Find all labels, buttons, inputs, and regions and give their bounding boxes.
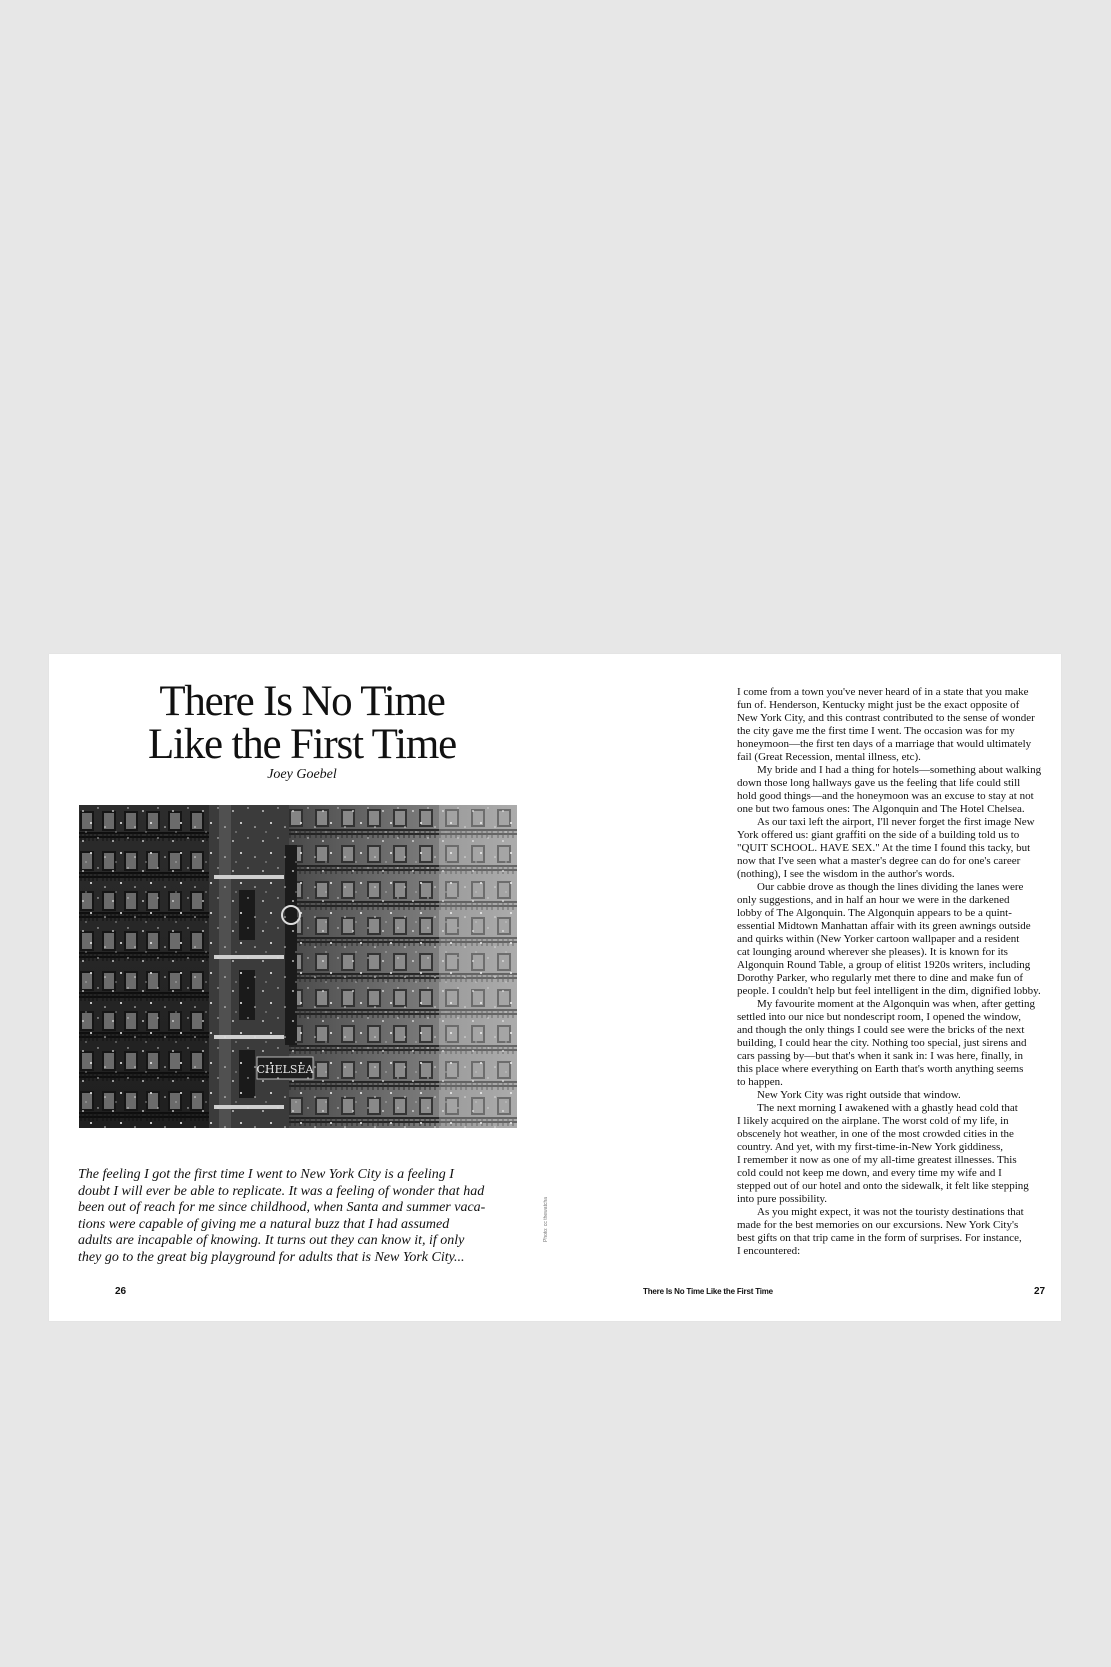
body-line: fail (Great Recession, mental illness, etc). [737, 751, 921, 763]
body-line: essential Midtown Manhattan affair with its green awnings outside [737, 920, 1031, 932]
body-line: My favourite moment at the Algonquin was when, after getting [757, 998, 1035, 1010]
hotel-chelsea-photo [79, 805, 517, 1128]
body-line: Dorothy Parker, who regularly met there to dine and make fun of [737, 972, 1024, 984]
body-line: this place where everything on Earth that's worth anything seems [737, 1063, 1024, 1075]
intro-line: doubt I will ever be able to replicate. It was a feeling of wonder that had [78, 1183, 485, 1199]
right-page [555, 654, 1061, 1321]
body-line: My bride and I had a thing for hotels—something about walking [757, 764, 1042, 776]
title-line-1: There Is No Time [159, 678, 445, 725]
running-title: There Is No Time Like the First Time [643, 1287, 773, 1296]
body-line: honeymoon—the first ten days of a marriage that would ultimately [737, 738, 1032, 750]
body-line: best gifts on that trip came in the form of surprises. For instance, [737, 1232, 1022, 1244]
body-line: settled into our nice but nondescript room, I opened the window, [737, 1011, 1022, 1023]
intro-line: they go to the great big playground for adults that is New York City... [78, 1249, 465, 1265]
body-line: "QUIT SCHOOL. HAVE SEX." At the time I found this tacky, but [737, 842, 1031, 854]
intro-line: The feeling I got the first time I went to New York City is a feeling I [78, 1167, 454, 1182]
body-line: As our taxi left the airport, I'll never forget the first image New [757, 816, 1035, 828]
body-line: cars passing by—but that's when it sank in: I was here, finally, in [737, 1050, 1023, 1062]
body-line: down those long hallways gave us the feeling that life could still [737, 777, 1021, 789]
body-line: and quirks within (New Yorker cartoon wallpaper and a resident [737, 933, 1020, 945]
body-line: As you might expect, it was not the touristy destinations that [757, 1206, 1024, 1218]
body-line: made for the best memories on our excursions. New York City's [737, 1219, 1019, 1231]
body-line: I remember it now as one of my all-time greatest illnesses. This [737, 1154, 1017, 1166]
body-line: to happen. [737, 1076, 783, 1088]
left-page [49, 654, 555, 1321]
body-line: stepped out of our hotel and onto the sidewalk, it felt like stepping [737, 1180, 1029, 1192]
body-line: and though the only things I could see were the bricks of the next [737, 1024, 1025, 1036]
title-line-2: Like the First Time [147, 721, 457, 768]
body-line: cold could not keep me down, and every time my wife and I [737, 1167, 1002, 1179]
body-line: one but two famous ones: The Algonquin and The Hotel Chelsea. [737, 803, 1025, 815]
body-line: the city gave me the first time I went. The occasion was for my [737, 725, 1015, 737]
body-line: New York City, and this contrast contributed to the sense of wonder [737, 712, 1035, 724]
body-line: country. And yet, with my first-time-in-New York giddiness, [737, 1141, 1004, 1153]
body-line: only suggestions, and in half an hour we were in the darkened [737, 894, 1010, 906]
body-line: building, I could hear the city. Nothing too special, just sirens and [737, 1037, 1027, 1049]
article-intro [78, 1167, 528, 1266]
body-line: cat lounging around wherever she pleases). It is known for its [737, 946, 1008, 958]
body-line: fun of. Henderson, Kentucky might just be the exact opposite of [737, 699, 1020, 711]
photo-credit: Photo: cc thewatcha [543, 1196, 549, 1242]
body-line: I come from a town you've never heard of in a state that you make [737, 686, 1029, 698]
author-byline: Joey Goebel [267, 767, 337, 782]
body-line: lobby of The Algonquin. The Algonquin appears to be a quint- [737, 907, 1012, 919]
body-line: Our cabbie drove as though the lines dividing the lanes were [757, 881, 1024, 893]
intro-line: tions were capable of giving me a natural buzz that I had assumed [78, 1216, 450, 1232]
body-line: The next morning I awakened with a ghastly head cold that [757, 1102, 1018, 1114]
body-line: now that I've seen what a master's degree can do for one's career [737, 855, 1021, 867]
body-line: hold good things—and the honeymoon was an excuse to stay at not [737, 790, 1034, 802]
body-line: York offered us: giant graffiti on the side of a building told us to [737, 829, 1020, 841]
body-line: into pure possibility. [737, 1193, 828, 1205]
body-line: obscenely hot weather, in one of the most crowded cities in the [737, 1128, 1014, 1140]
building-photo-icon [79, 805, 517, 1128]
article-body [737, 686, 1089, 1258]
body-line: I likely acquired on the airplane. The worst cold of my life, in [737, 1115, 1009, 1127]
body-line: (nothing), I see the wisdom in the author's words. [737, 868, 955, 880]
left-page-number: 26 [115, 1286, 127, 1297]
body-line: I encountered: [737, 1245, 801, 1257]
intro-line: been out of reach for me since childhood, when Santa and summer vaca- [78, 1200, 486, 1215]
magazine-spread [49, 654, 1061, 1321]
intro-line: adults are incapable of knowing. It turns out they can know it, if only [78, 1233, 465, 1248]
article-title [79, 680, 525, 766]
right-page-number: 27 [1034, 1286, 1046, 1297]
body-line: Algonquin Round Table, a group of elitist 1920s writers, including [737, 959, 1031, 971]
body-line: people. I couldn't help but feel intelligent in the dim, dignified lobby. [737, 985, 1041, 997]
body-line: New York City was right outside that window. [757, 1089, 961, 1101]
